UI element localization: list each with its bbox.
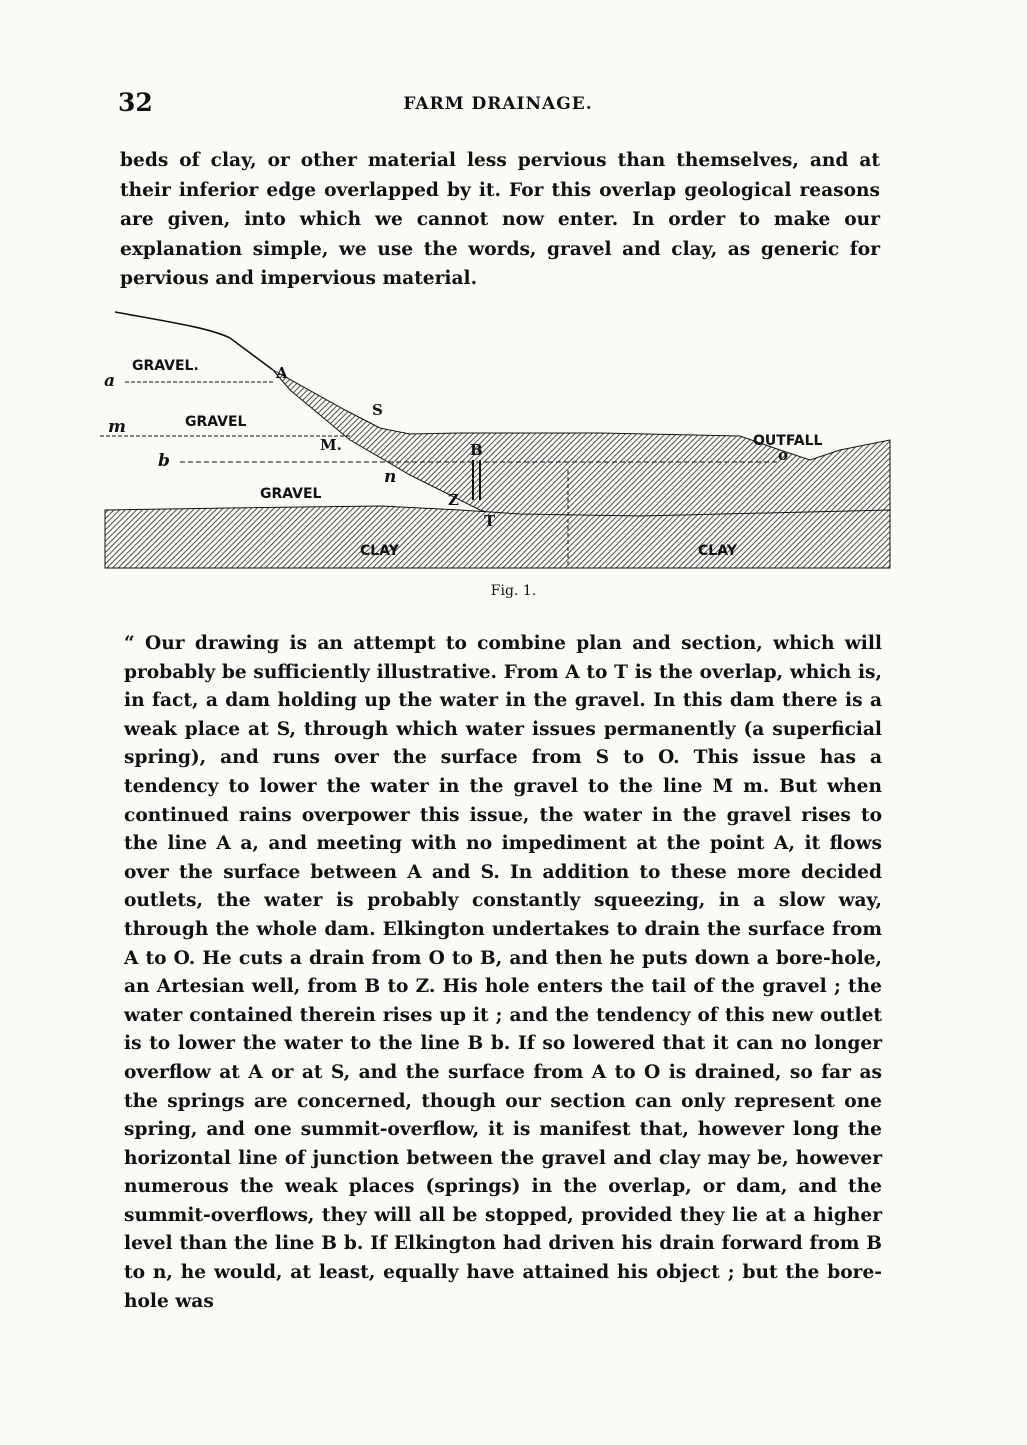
body-paragraph-1: beds of clay, or other material less pervious than themselves, and at their inferior edge overlapped by it. For this overlap geological reasons are given, into which we cannot now enter. In order to make our explanation simple, we use the words, gravel and clay, as generic for pervious and impervious material.: [120, 150, 880, 289]
label-point-n: n: [384, 467, 397, 487]
label-clay-left: CLAY: [360, 543, 399, 559]
running-head: FARM DRAINAGE.: [403, 94, 593, 114]
label-point-Z: Z: [448, 491, 459, 509]
label-point-m: m: [108, 417, 126, 437]
label-point-T: T: [484, 512, 496, 530]
body-paragraph-2: “ Our drawing is an attempt to combine plan and section, which will probably be sufficiently illustrative. From A to T is the overlap, which is, in fact, a dam holding up the water in the gravel. In this dam there is a weak place at S, through which water issues permanently (a superficial spring), and runs over the surface from S to O. This issue has a tendency to lower the water in the gravel to the line M m. But when continued rains overpower this issue, the water in the gravel rises to the line A a, and meeting with no impediment at the point A, it flows over the surface between A and S. In addition to these more decided outlets, the water is probably constantly squeezing, in a slow way, through the whole dam. Elkington undertakes to drain the surface from A to O. He cuts a drain from O to B, and then he puts down a bore-hole, an Artesian well, from B to Z. His hole enters the tail of the gravel ; the water contained therein rises up it ; and the tendency of this new outlet is to lower the water to the line B b. If so lowered that it can no longer overflow at A or at S, and the surface from A to O is drained, so far as the springs are concerned, though our section can only represent one spring, and one summit-overflow, it is manifest that, however long the horizontal line of junction between the gravel and clay may be, however numerous the weak places (springs) in the overlap, or dam, and the summit-overflows, they will all be stopped, provided they lie at a higher level than the line B b. If Elkington had driven his drain forward from B to n, he would, at least, equally have attained his object ; but the bore-hole was: [124, 633, 882, 1312]
clay-bed-hatch: [105, 506, 890, 568]
label-point-S: S: [372, 401, 383, 419]
label-point-A: A: [276, 364, 288, 382]
figure-drawing: [80, 300, 920, 610]
page-number: 32: [118, 88, 153, 117]
label-gravel-top: GRAVEL.: [132, 358, 199, 374]
geological-section-figure: [80, 300, 920, 610]
label-outfall: OUTFALL: [753, 433, 823, 449]
label-point-O: o: [778, 446, 789, 464]
label-gravel-mid: GRAVEL: [185, 414, 247, 430]
page-header: [118, 88, 878, 118]
figure-caption: Fig. 1.: [490, 583, 537, 599]
label-gravel-low: GRAVEL: [260, 486, 322, 502]
label-point-M: M.: [320, 436, 342, 454]
label-point-a: a: [104, 371, 116, 391]
label-point-B: B: [470, 441, 483, 459]
label-point-b: b: [158, 451, 170, 471]
label-clay-right: CLAY: [698, 543, 737, 559]
